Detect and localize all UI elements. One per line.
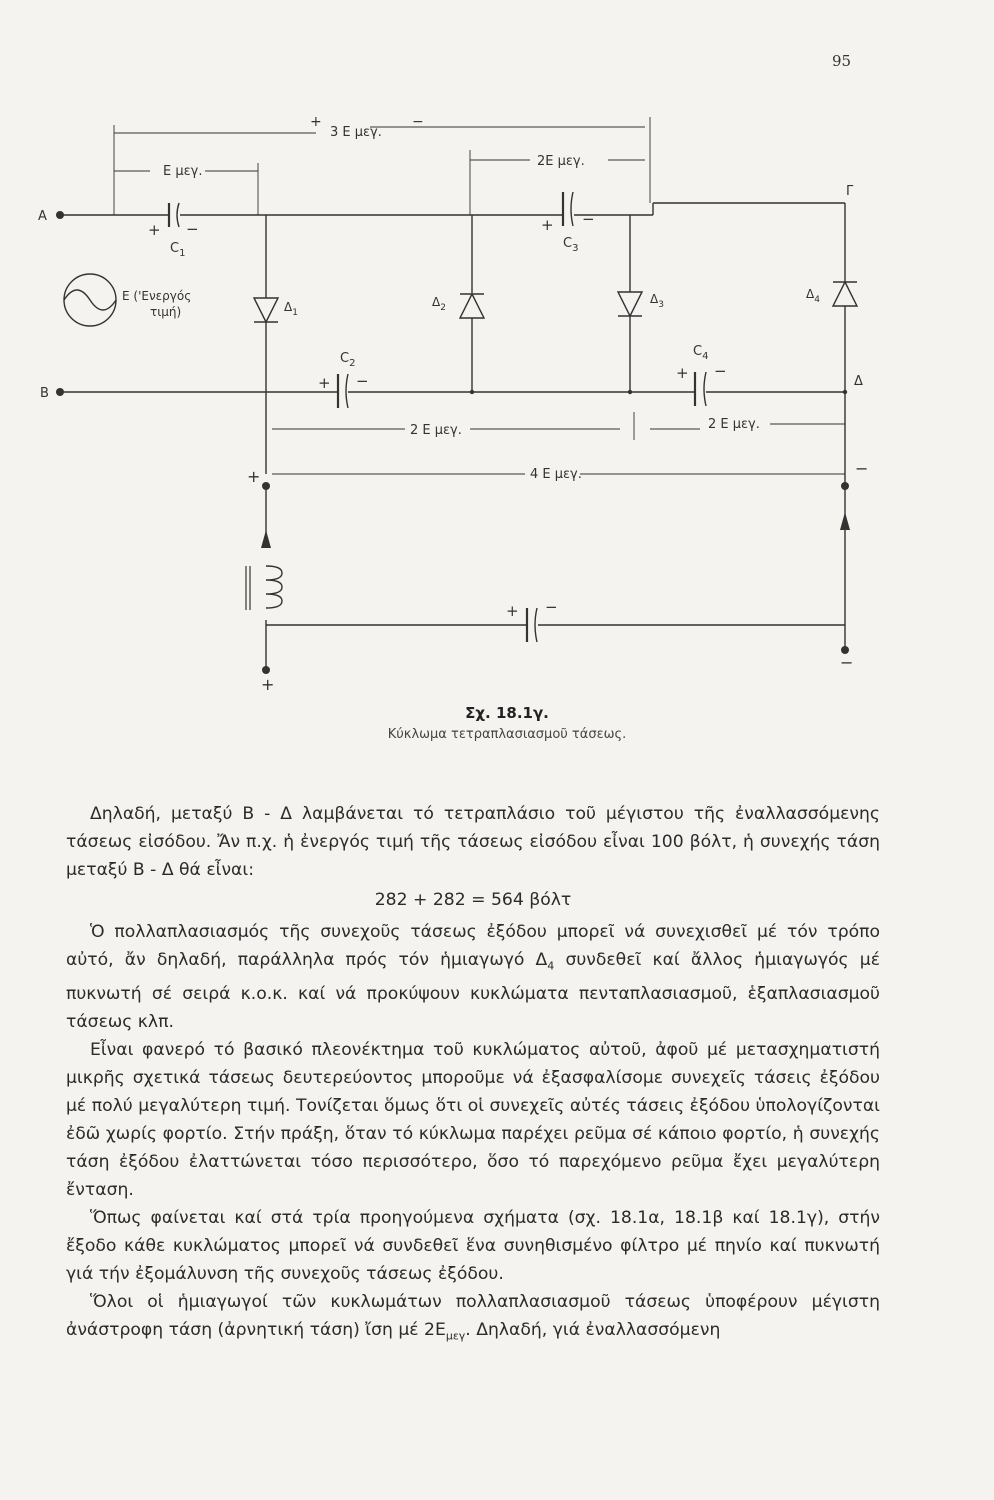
c1-label: $C_1$ [170, 241, 186, 259]
formula: 282 + 282 = 564 βόλτ [374, 890, 572, 910]
label-minus-3e: − [412, 114, 424, 130]
source-label-2: τιμή) [150, 305, 182, 319]
c4-minus: − [714, 362, 727, 380]
node-delta-label: Δ [854, 374, 863, 389]
body-text [66, 800, 880, 1351]
c3-plus: + [541, 216, 554, 234]
out-plus-left-bottom: + [261, 675, 275, 694]
label-2e-mid-left: 2 Ε μεγ. [410, 423, 462, 438]
paragraph-2: Ὁ πολλαπλασιασμός τῆς συνεχοῦς τάσεως ἐξόδου μπορεῖ νά συνεχισθεῖ μέ τόν τρόπο αὐτό, ἄν δηλαδή, παράλληλα πρός τόν ἡμιαγωγό $\Delta_4$ συνδεθεῖ καί ἄλλος ἡμιαγωγός μέ πυκνωτή σέ σειρά κ.ο.κ. καί νά προκύψουν κυκλώματα πενταπλασιασμοῦ, ἑξαπλασιασμοῦ τάσεως κλπ. [66, 922, 880, 1033]
paragraph-5: Ὅλοι οἱ ἡμιαγωγοί τῶν κυκλωμάτων πολλαπλασιασμοῦ τάσεως ὑποφέρουν μέγιστη ἀνάστροφη τάση (ἀρνητική τάση) ἴση μέ $2E_{\mu\varepsilon\gamma}$. Δηλαδή, γιά ἐναλλασσόμενη [66, 1292, 880, 1343]
page-number: 95 [832, 52, 852, 70]
d2-label: $\Delta_2$ [432, 295, 446, 313]
node-a-label: A [38, 209, 47, 224]
label-2e-mid-right: 2 Ε μεγ. [708, 417, 760, 432]
quadrupler-circuit-diagram [0, 0, 994, 700]
label-e: Ε μεγ. [163, 164, 203, 179]
c2-label: $C_2$ [340, 351, 356, 369]
c4-label: $C_4$ [693, 344, 709, 362]
d4-label: $\Delta_4$ [806, 287, 820, 305]
node-b-label: B [40, 386, 49, 401]
c3-minus: − [582, 210, 595, 228]
figure-caption-title: Σχ. 18.1γ. [465, 704, 549, 722]
d1-label: $\Delta_1$ [284, 300, 298, 318]
label-3e: 3 Ε μεγ. [330, 125, 382, 140]
label-plus-3e: + [310, 114, 322, 130]
paragraph-4: Ὅπως φαίνεται καί στά τρία προηγούμενα σχήματα (σχ. 18.1α, 18.1β καί 18.1γ), στήν ἔξοδο κάθε κυκλώματος μπορεῖ νά συνδεθεῖ ἕνα συνηθισμένο φίλτρο μέ πηνίο καί πυκνωτή γιά τήν ἐξομάλυνση τῆς συνεχοῦς τάσεως ἐξόδου. [66, 1208, 880, 1285]
c4-plus: + [676, 364, 689, 382]
figure-caption-subtitle: Κύκλωμα τετραπλασιασμοῦ τάσεως. [387, 727, 627, 742]
c2-plus: + [318, 374, 331, 392]
paragraph-1: Δηλαδή, μεταξύ Β - Δ λαμβάνεται τό τετραπλάσιο τοῦ μέγιστου τῆς ἐναλλασσόμενης τάσεως εἰσόδου. Ἄν π.χ. ἡ ἐνεργός τιμή τῆς τάσεως εἰσόδου εἶναι 100 βόλτ, ἡ συνεχής τάση μεταξύ Β - Δ θά εἶναι: [66, 804, 880, 880]
c1-plus: + [148, 221, 161, 239]
out-plus-left-top: + [247, 467, 261, 486]
c3-label: $C_3$ [563, 236, 579, 254]
paragraph-3: Εἶναι φανερό τό βασικό πλεονέκτημα τοῦ κυκλώματος αὐτοῦ, ἀφοῦ μέ μετασχηματιστή μικρῆς σχετικά τάσεως δευτερεύοντος μποροῦμε νά ἐξασφαλίσομε συνεχεῖς τάσεις ἐξόδου μέ πολύ μεγαλύτερη τιμή. Τονίζεται ὅμως ὅτι οἱ συνεχεῖς αὐτές τάσεις ἐξόδου ὑπολογίζονται ἐδῶ χωρίς φορτίο. Στήν πράξη, ὅταν τό κύκλωμα παρέχει ρεῦμα σέ κάποιο φορτίο, ἡ συνεχής τάση ἐξόδου ἐλαττώνεται τόσο περισσότερο, ὅσο τό παρεχόμενο ρεῦμα ἔχει μεγαλύτερη ἔνταση. [66, 1040, 880, 1201]
c1-minus: − [186, 220, 199, 238]
source-label: Ε ('Ενεργός [122, 289, 192, 303]
c2-minus: − [356, 372, 369, 390]
d3-label: $\Delta_3$ [650, 292, 664, 310]
out-minus-right-top: − [855, 459, 869, 478]
filter-cap-minus: − [545, 598, 558, 616]
label-4e: 4 Ε μεγ. [530, 467, 582, 482]
out-minus-right-bottom: − [840, 653, 854, 672]
filter-cap-plus: + [506, 602, 519, 620]
node-gamma-label: Γ [846, 184, 854, 199]
label-2e-top: 2Ε μεγ. [537, 154, 585, 169]
